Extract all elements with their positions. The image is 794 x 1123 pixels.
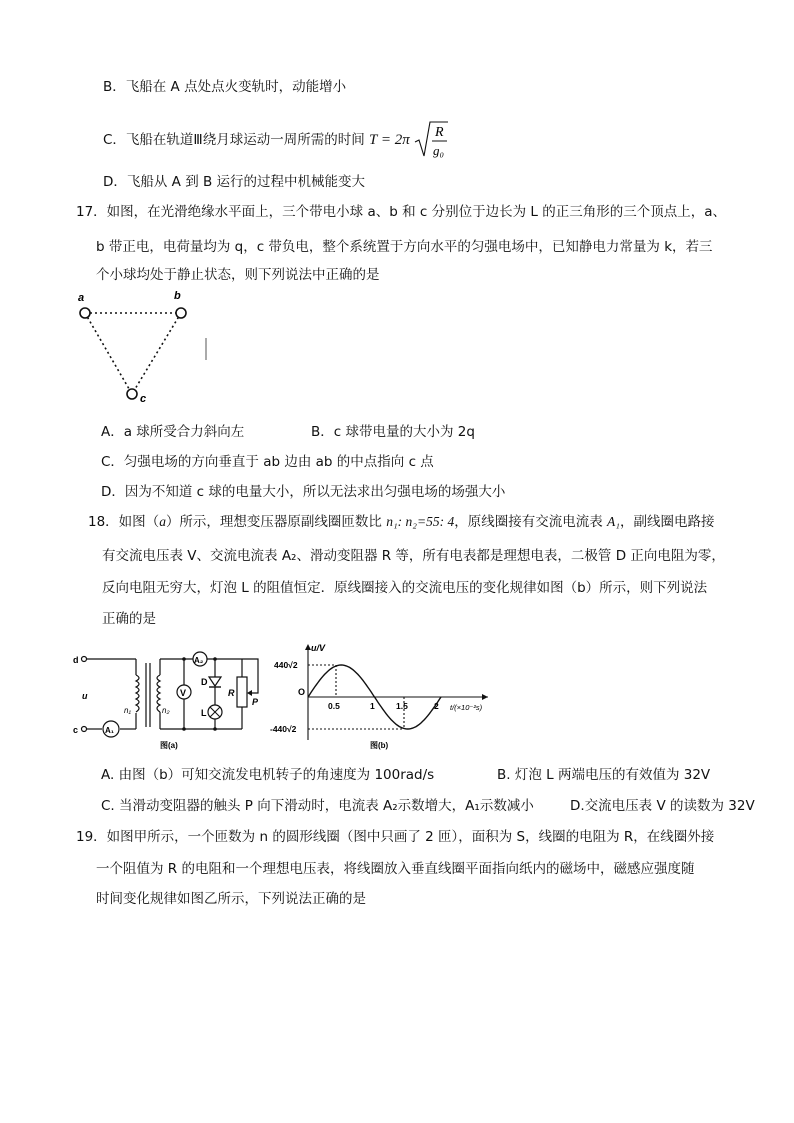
tick-2: 2 xyxy=(434,701,439,711)
graph-y-label: u/V xyxy=(311,643,326,653)
figure-a-caption: 图(a) xyxy=(160,741,178,750)
label-b: b xyxy=(174,290,181,302)
tick-0-5: 0.5 xyxy=(328,701,340,711)
diode-label: D xyxy=(201,677,208,687)
label-c: c xyxy=(140,393,147,405)
q19-stem-line-2: 一个阻值为 R 的电阻和一个理想电压表，将线圈放入垂直线圈平面指向纸内的磁场中，磁感应强度随 xyxy=(96,861,695,877)
q18-stem-1b: a xyxy=(159,514,166,529)
q17-stem-line-3: 个小球均处于静止状态，则下列说法中正确的是 xyxy=(96,267,380,283)
diode-icon xyxy=(209,677,221,686)
q16-option-b: B．飞船在 A 点处点火变轨时，动能增小 xyxy=(103,79,347,95)
q18-stem-line-1 xyxy=(88,512,714,532)
voltage-u-label: u xyxy=(82,691,88,701)
label-a: a xyxy=(78,292,85,304)
ammeter-a2-label: A₂ xyxy=(194,656,204,665)
q17-option-b: B．c 球带电量的大小为 2q xyxy=(311,424,475,440)
tick-1: 1 xyxy=(370,701,375,711)
q17-triangle-figure xyxy=(70,288,220,408)
q18-option-c: C. 当滑动变阻器的触头 P 向下滑动时，电流表 A₂示数增大，A₁示数减小 xyxy=(101,798,534,814)
slider-label: P xyxy=(252,697,259,707)
lamp-label: L xyxy=(201,708,207,718)
sqrt-symbol xyxy=(414,118,448,162)
q18-stem-1c: ）所示，理想变压器原副线圈匝数比 xyxy=(165,514,387,530)
ball-a xyxy=(80,308,90,318)
terminal-c-label: c xyxy=(73,725,79,735)
q18-stem-1e: ，副线圈电路接 xyxy=(619,514,715,530)
q16-formula-lhs: T = 2π xyxy=(369,132,410,148)
q17-stem-line-1: 17．如图，在光滑绝缘水平面上，三个带电小球 a、b 和 c 分别位于边长为 L 的正三角形的三个顶点上，a、 xyxy=(76,204,726,220)
q19-stem-line-1: 19．如图甲所示，一个匝数为 n 的圆形线圈（图中只画了 2 匝），面积为 S，线圈的电阻为 R，在线圈外接 xyxy=(76,829,715,845)
q18-option-d: D.交流电压表 V 的读数为 32V xyxy=(570,798,755,814)
graph-x-label: t/(×10⁻²s) xyxy=(450,703,483,712)
q17-option-d: D．因为不知道 c 球的电量大小，所以无法求出匀强电场的场强大小 xyxy=(101,484,506,500)
terminal-d-label: d xyxy=(73,655,79,665)
q16-option-d: D．飞船从 A 到 B 运行的过程中机械能变大 xyxy=(103,174,366,190)
q16-option-c-text: C．飞船在轨道Ⅲ绕月球运动一周所需的时间 xyxy=(103,132,365,148)
q18-voltage-graph-figure-b xyxy=(270,640,500,755)
q17-stem-line-2: b 带正电，电荷量均为 q，c 带负电，整个系统置于方向水平的匀强电场中，已知静电力常量为 k，若三 xyxy=(96,239,713,255)
q18-option-a: A. 由图（b）可知交流发电机转子的角速度为 100rad/s xyxy=(101,767,435,783)
q18-stem-line-3: 反向电阻无穷大，灯泡 L 的阻值恒定．原线圈接入的交流电压的变化规律如图（b）所示，则下列说法 xyxy=(102,580,708,596)
figure-b-caption: 图(b) xyxy=(370,741,389,750)
q16-formula-den: g₀ xyxy=(433,143,445,158)
q19-stem-line-3: 时间变化规律如图乙所示，下列说法正确的是 xyxy=(96,891,366,907)
tick-1-5: 1.5 xyxy=(396,701,408,711)
q18-stem-1a: 18．如图（ xyxy=(88,514,160,530)
q18-circuit-figure-a xyxy=(70,645,275,755)
q18-stem-1d: ，原线圈接有交流电流表 xyxy=(454,514,608,530)
q18-a1: A₁ xyxy=(607,514,620,529)
q18-stem-line-4: 正确的是 xyxy=(102,611,156,627)
resistor-label: R xyxy=(228,688,235,698)
q18-stem-line-2: 有交流电压表 V、交流电流表 A₂、滑动变阻器 R 等，所有电表都是理想电表，二极管 D 正向电阻为零， xyxy=(102,548,725,564)
n2-label: n₂ xyxy=(162,706,170,715)
graph-origin-label: O xyxy=(298,687,306,697)
q16-formula-num: R xyxy=(435,125,444,140)
n1-label: n₁ xyxy=(124,706,131,715)
q17-option-a: A．a 球所受合力斜向左 xyxy=(101,424,245,440)
ammeter-a1-label: A₁ xyxy=(105,726,115,735)
q17-option-c: C．匀强电场的方向垂直于 ab 边由 ab 的中点指向 c 点 xyxy=(101,454,434,470)
q18-ratio: n₁: n₂=55: 4 xyxy=(386,514,455,529)
q18-option-b: B. 灯泡 L 两端电压的有效值为 32V xyxy=(497,767,711,783)
ball-c xyxy=(127,389,137,399)
ball-b xyxy=(176,308,186,318)
q16-option-c xyxy=(103,118,448,162)
graph-ymin-label: -440√2 xyxy=(270,724,297,734)
voltmeter-label: V xyxy=(180,688,187,698)
graph-ymax-label: 440√2 xyxy=(274,660,298,670)
